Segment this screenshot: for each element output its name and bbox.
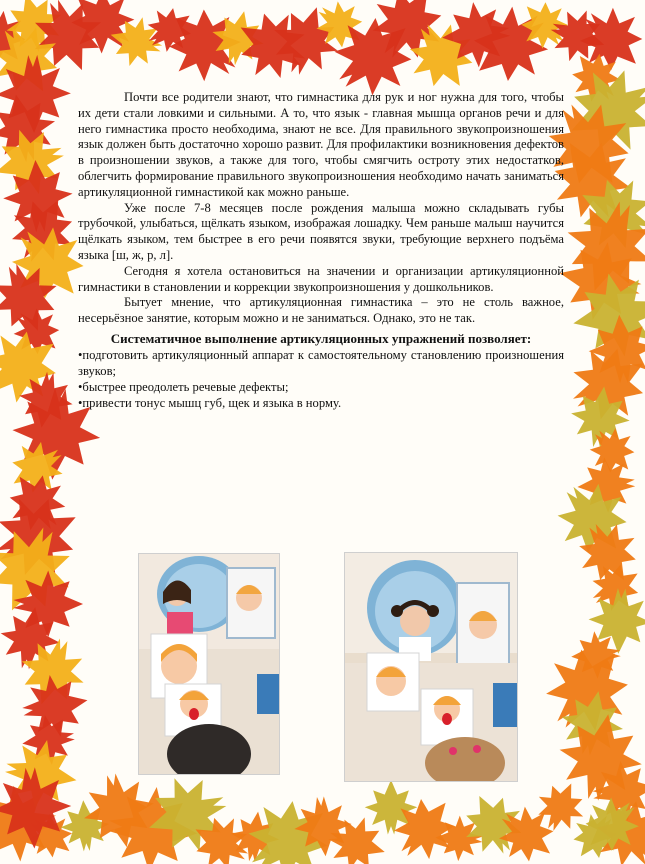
paragraph-2: Уже после 7-8 месяцев после рождения малыша можно складывать губы трубочкой, улыбаться, щёлкать языком, изображая лошадку. Чем раньше малыш научится щёлкать языком, тем быстрее в его речи появятся звуки, требующие верхнего подъёма языка [ш, ж, р, л]. — [78, 200, 564, 262]
bullet-item-2: •быстрее преодолеть речевые дефекты; — [78, 380, 289, 395]
article-text — [78, 90, 564, 412]
bullet-item-3: •привести тонус мышц губ, щек и языка в норму. — [78, 395, 342, 410]
photo-left-illustration — [139, 554, 279, 774]
photo-child-at-mirror-left — [138, 553, 280, 775]
section-heading: Систематичное выполнение артикуляционных упражнений позволяет: — [110, 330, 532, 346]
bullet-item-1: •подготовить артикуляционный аппарат к самостоятельному становлению произношения звуков; — [78, 348, 564, 379]
paragraph-3: Сегодня я хотела остановиться на значении и организации артикуляционной гимнастики в становлении и коррекции звукопроизношения у дошкольников. — [78, 263, 564, 294]
paragraph-4: Бытует мнение, что артикуляционная гимнастика – это не столь важное, несерьёзное занятие, которым можно и не заниматься. Однако, это не так. — [78, 295, 564, 326]
photo-right-illustration — [345, 553, 517, 781]
photo-child-at-mirror-right — [344, 552, 518, 782]
paragraph-1: Почти все родители знают, что гимнастика для рук и ног нужна для того, чтобы их дети стали ловкими и сильными. А то, что язык - главная мышца органов речи и для него гимнастика просто необходима, знают не все. Для правильного звукопроизношения язык должен быть достаточно хорошо развит. Для профилактики возникновения дефектов в произношении звуков, а также для того, чтобы смягчить остроту этих недостатков, облегчить формирование правильного звукопроизношения необходимо начать заниматься артикуляционной гимнастикой как можно раньше. — [78, 90, 564, 199]
